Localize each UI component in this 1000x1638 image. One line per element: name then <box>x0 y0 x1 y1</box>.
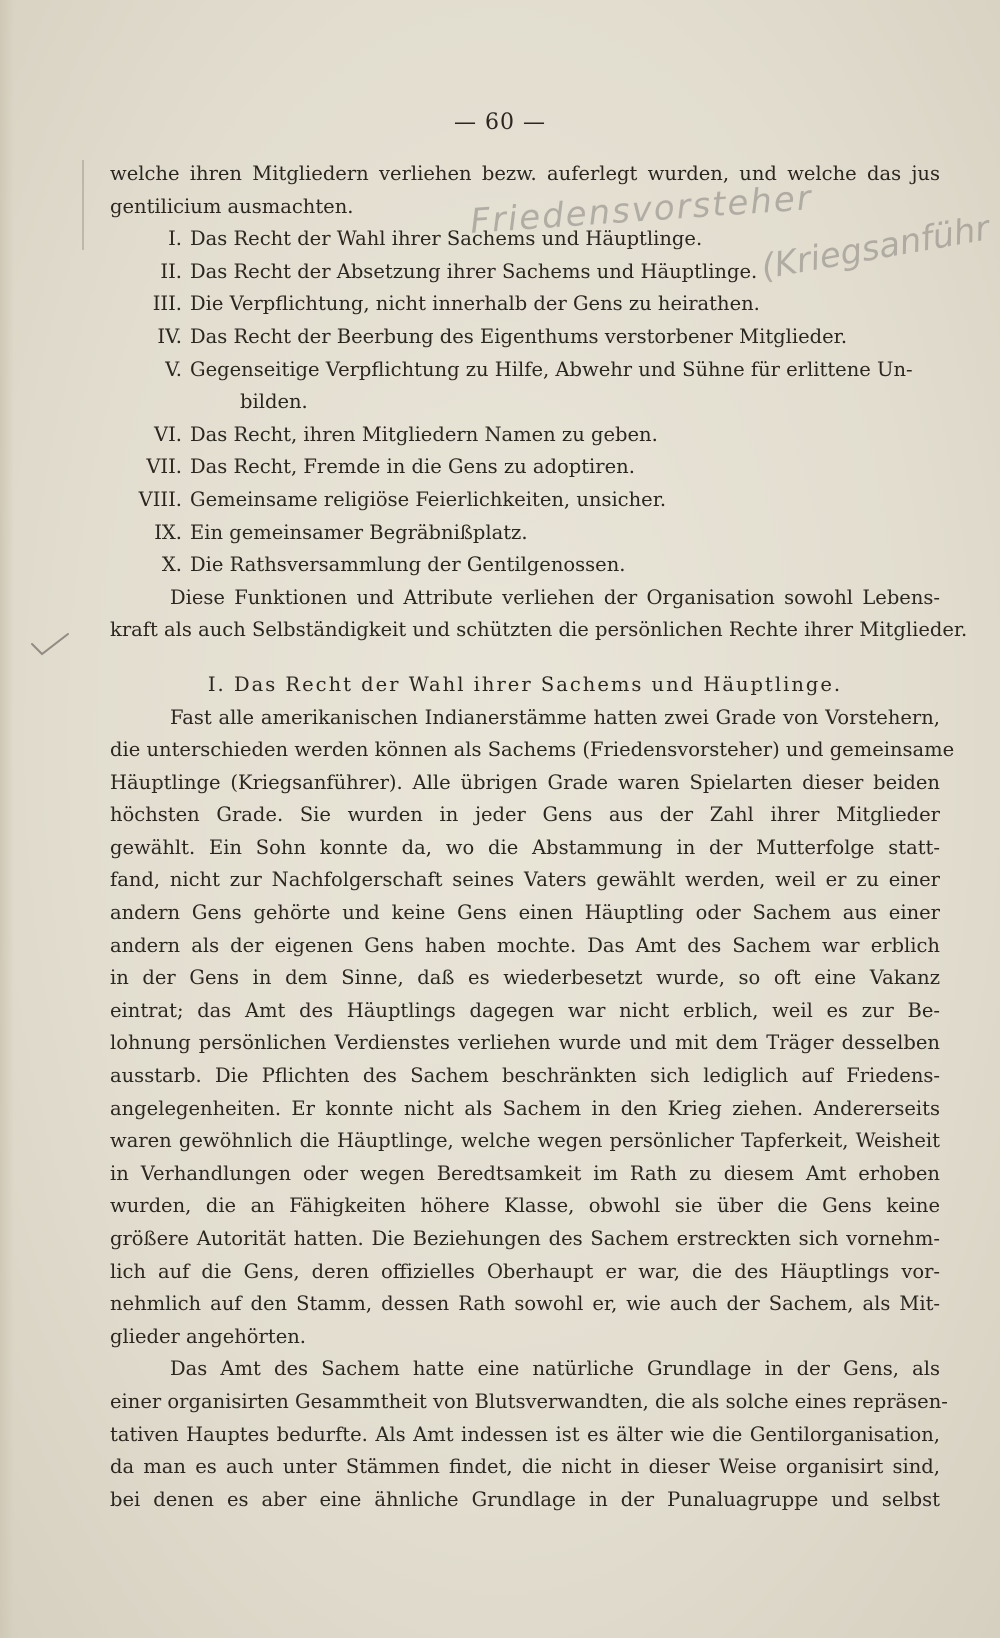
list-item-number: III. <box>152 292 182 316</box>
list-item-text: Gemeinsame religiöse Feierlichkeiten, unsicher. <box>190 487 667 511</box>
paragraph-line: wurden, die an Fähigkeiten höhere Klasse, obwohl sie über die Gens keine <box>110 1194 940 1218</box>
list-item <box>110 451 940 484</box>
handwritten-annotation-top: Friedensvorsteher <box>469 178 814 242</box>
paragraph-line: tativen Hauptes bedurfte. Als Amt indessen ist es älter wie die Gentilorganisation, <box>110 1422 940 1446</box>
paragraph-line: Das Amt des Sachem hatte eine natürliche Grundlage in der Gens, als <box>170 1357 940 1381</box>
list-item <box>110 354 940 387</box>
intro-line: gentilicium ausmachten. <box>110 194 354 218</box>
paragraph-line: waren gewöhnlich die Häuptlinge, welche wegen persönlicher Tapferkeit, Weisheit <box>110 1129 940 1153</box>
paragraph-line: lich auf die Gens, deren offizielles Oberhaupt er war, die des Häuptlings vor- <box>110 1259 940 1283</box>
list-item-text: Gegenseitige Verpflichtung zu Hilfe, Abwehr und Sühne für erlittene Un- <box>190 357 913 381</box>
summary-line: Diese Funktionen und Attribute verliehen der Organisation sowohl Lebens- <box>170 585 940 609</box>
paragraph-line: größere Autorität hatten. Die Beziehungen des Sachem erstreckten sich vornehm- <box>110 1227 940 1250</box>
list-item <box>110 288 940 321</box>
intro-line: welche ihren Mitgliedern verliehen bezw. auferlegt wurden, und welche das jus <box>110 162 940 185</box>
list-item-number: V. <box>165 357 182 381</box>
list-item-number: I. <box>168 227 182 251</box>
list-item-number: IX. <box>154 520 182 544</box>
paragraph-line: andern als der eigenen Gens haben mochte. Das Amt des Sachem war erblich <box>110 933 940 957</box>
paragraph-line: lohnung persönlichen Verdienstes verliehen wurde und mit dem Träger desselben <box>110 1031 940 1055</box>
paragraph-line: die unterschieden werden können als Sachems (Friedensvorsteher) und gemeinsame <box>110 738 955 762</box>
list-item <box>110 484 940 517</box>
paragraph-line: einer organisirten Gesammtheit von Blutsverwandten, die als solche eines repräsen- <box>110 1389 948 1413</box>
section-heading: I. Das Recht der Wahl ihrer Sachems und Häuptlinge. <box>207 672 843 696</box>
list-item <box>110 223 940 256</box>
list-item-text: Das Recht der Absetzung ihrer Sachems und Häuptlinge. <box>190 259 758 283</box>
list-item-text: bilden. <box>240 390 308 414</box>
list-item-text: Die Verpflichtung, nicht innerhalb der Gens zu heirathen. <box>190 292 760 316</box>
paragraph-line: höchsten Grade. Sie wurden in jeder Gens aus der Zahl ihrer Mitglieder <box>110 803 940 827</box>
list-item-number: IV. <box>157 324 182 348</box>
handwritten-annotation-right: (Kriegsanführ <box>758 208 993 288</box>
checkmark-icon <box>30 630 70 660</box>
list-item <box>110 419 940 452</box>
paragraph-line: glieder angehörten. <box>110 1324 306 1348</box>
list-item-text: Die Rathsversammlung der Gentilgenossen. <box>190 553 626 577</box>
paragraph-line: nehmlich auf den Stamm, dessen Rath sowohl er, wie auch der Sachem, als Mit- <box>110 1292 940 1316</box>
paragraph-line: gewählt. Ein Sohn konnte da, wo die Abstammung in der Mutterfolge statt- <box>110 835 940 859</box>
list-item-text: Das Recht der Beerbung des Eigenthums verstorbener Mitglieder. <box>190 324 848 348</box>
list-item-number: II. <box>160 259 182 283</box>
list-item-text: Das Recht der Wahl ihrer Sachems und Häuptlinge. <box>190 227 703 251</box>
paragraph-line: da man es auch unter Stämmen findet, die nicht in dieser Weise organisirt sind, <box>110 1455 940 1479</box>
list-item-number: VIII. <box>138 487 182 511</box>
list-item-text: Ein gemeinsamer Begräbnißplatz. <box>190 520 528 544</box>
list-item <box>110 256 940 289</box>
list-item-text: Das Recht, Fremde in die Gens zu adoptiren. <box>190 455 635 479</box>
paragraph-line: ausstarb. Die Pflichten des Sachem beschränkten sich lediglich auf Friedens- <box>110 1064 940 1088</box>
paragraph-line: Häuptlinge (Kriegsanführer). Alle übrigen Grade waren Spielarten dieser beiden <box>110 770 940 794</box>
summary-line: kraft als auch Selbständigkeit und schützten die persönlichen Rechte ihrer Mitglieder. <box>110 618 968 642</box>
paragraph-line: fand, nicht zur Nachfolgerschaft seines Vaters gewählt werden, weil er zu einer <box>110 868 940 892</box>
list-item-number: VII. <box>146 455 182 479</box>
margin-pencil-mark <box>82 160 84 250</box>
paragraph-line: Fast alle amerikanischen Indianerstämme hatten zwei Grade von Vorstehern, <box>170 705 940 729</box>
list-item <box>110 549 940 582</box>
list-item-number: VI. <box>154 422 182 446</box>
list-item <box>110 321 940 354</box>
paragraph-line: andern Gens gehörte und keine Gens einen Häuptling oder Sachem aus einer <box>110 901 940 925</box>
list-item-number: X. <box>161 553 182 577</box>
paragraph-line: in der Gens in dem Sinne, daß es wiederbesetzt wurde, so oft eine Vakanz <box>110 966 940 990</box>
paragraph-line: bei denen es aber eine ähnliche Grundlage in der Punaluagruppe und selbst <box>110 1487 940 1511</box>
section-spacer <box>110 647 940 669</box>
paragraph-line: in Verhandlungen oder wegen Beredtsamkeit im Rath zu diesem Amt erhoben <box>110 1161 940 1185</box>
list-item-continuation <box>110 386 940 419</box>
page-number: — 60 — <box>454 110 546 135</box>
page-body <box>110 158 968 1516</box>
paragraph-line: angelegenheiten. Er konnte nicht als Sachem in den Krieg ziehen. Andererseits <box>110 1096 940 1120</box>
list-item-text: Das Recht, ihren Mitgliedern Namen zu geben. <box>190 422 658 446</box>
page-edge-shadow <box>0 0 14 1638</box>
list-item <box>110 517 940 550</box>
paragraph-line: eintrat; das Amt des Häuptlings dagegen war nicht erblich, weil es zur Be- <box>110 998 940 1022</box>
